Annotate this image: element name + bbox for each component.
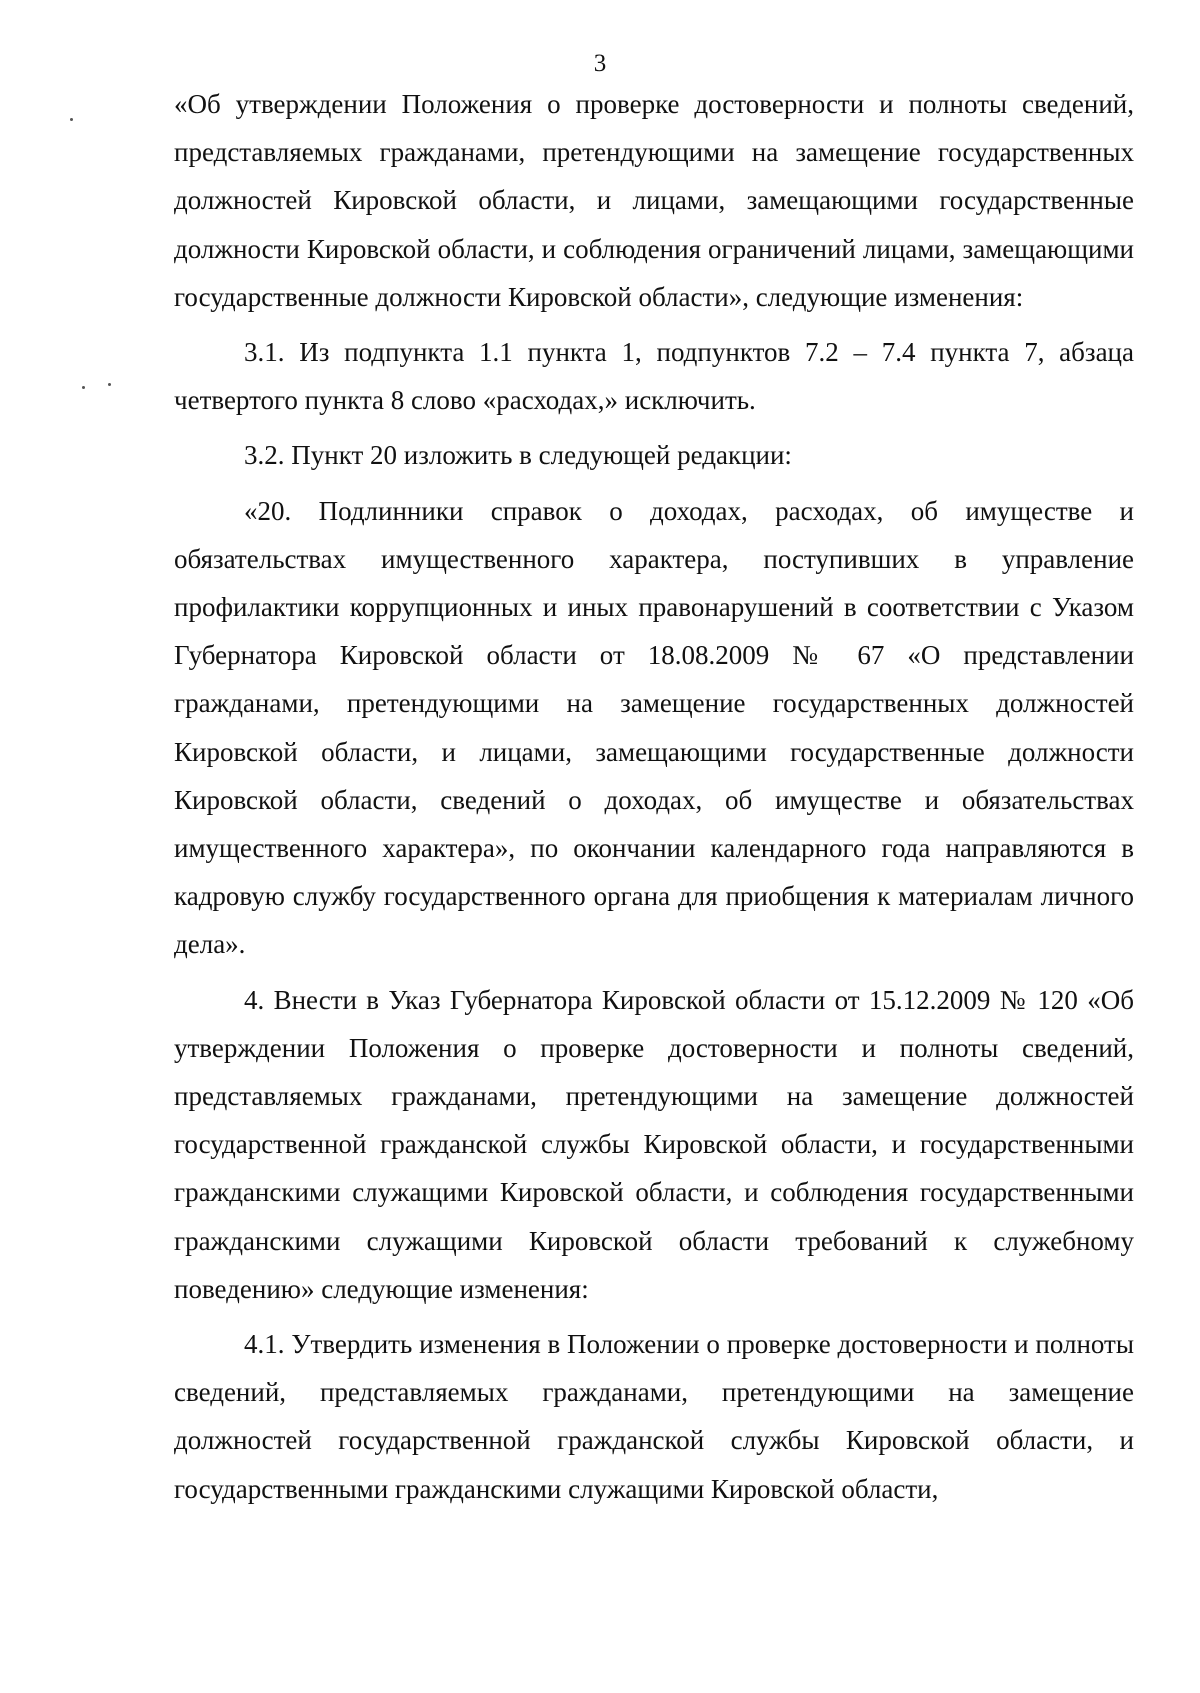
paragraph-decree-title-continuation: «Об утверждении Положения о проверке достоверности и полноты сведений, представляемых гражданами, претендующими на замещение государственных должностей Кировской области, и лицами, замещающими государственные должности Кировской области, и соблюдения ограничений лицами, замещающими государственные должности Кировской области», следующие изменения:: [174, 89, 1134, 312]
paragraph-4-1: 4.1. Утвердить изменения в Положении о проверке достоверности и полноты сведений, представляемых гражданами, претендующими на замещение должностей государственной гражданской службы Кировской области, и государственными гражданскими служащими Кировской области,: [174, 1329, 1134, 1504]
scan-speck: [108, 383, 111, 386]
scan-speck: [82, 386, 85, 389]
paragraph-4: 4. Внести в Указ Губернатора Кировской области от 15.12.2009 № 120 «Об утверждении Положения о проверке достоверности и полноты сведений, представляемых гражданами, претендующими на замещение должностей государственной гражданской службы Кировской области, и государственными гражданскими служащими Кировской области, и соблюдения государственными гражданскими служащими Кировской области требований к служебному поведению» следующие изменения:: [174, 984, 1134, 1304]
paragraph-3-2: 3.2. Пункт 20 изложить в следующей редакции:: [244, 440, 792, 471]
document-body: [174, 80, 1134, 1513]
page-number: 3: [593, 50, 607, 77]
scan-speck: [70, 118, 73, 121]
paragraph-3-1: 3.1. Из подпункта 1.1 пункта 1, подпунктов 7.2 – 7.4 пункта 7, абзаца четвертого пункта 8 слово «расходах,» исключить.: [174, 337, 1134, 416]
paragraph-item-20: «20. Подлинники справок о доходах, расходах, об имуществе и обязательствах имущественного характера, поступивших в управление профилактики коррупционных и иных правонарушений в соответствии с Указом Губернатора Кировской области от 18.08.2009 № 67 «О представлении гражданами, претендующими на замещение государственных должностей Кировской области, и лицами, замещающими государственные должности Кировской области, сведений о доходах, об имуществе и обязательствах имущественного характера», по окончании календарного года направляются в кадровую службу государственного органа для приобщения к материалам личного дела».: [174, 495, 1134, 960]
